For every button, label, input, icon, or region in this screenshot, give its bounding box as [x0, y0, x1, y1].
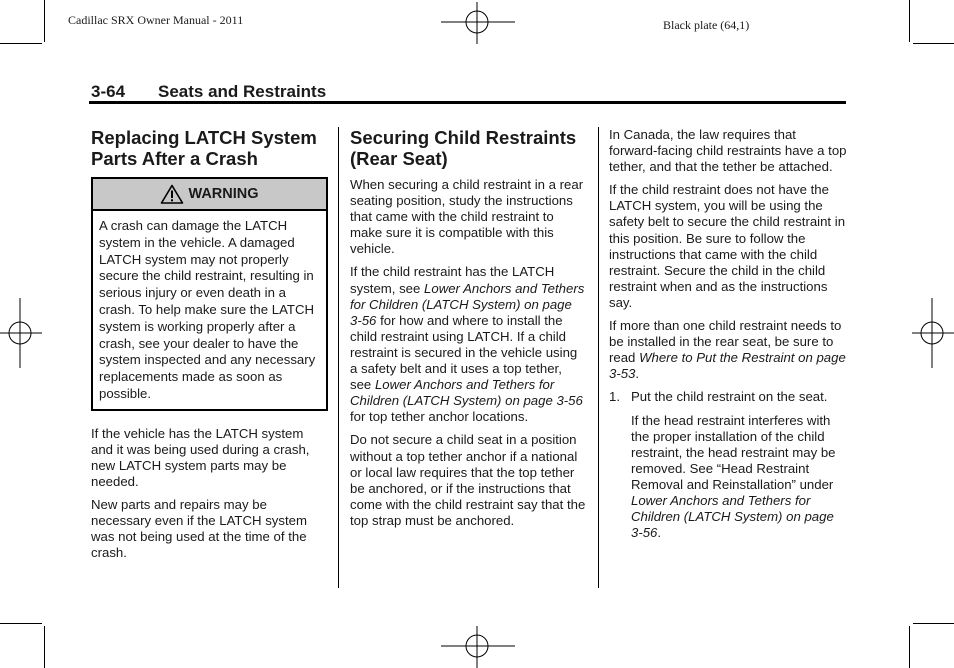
plate-label: Black plate (64,1) [663, 18, 750, 32]
cross-reference-link[interactable]: Lower Anchors and Tethers for Children (LATCH System) on page 3-56 [350, 377, 583, 409]
column-1 [91, 127, 328, 569]
registration-mark-icon [0, 298, 42, 368]
section-header [91, 82, 326, 102]
section-title: Seats and Restraints [158, 82, 327, 101]
column-divider [598, 127, 599, 588]
paragraph [609, 318, 847, 382]
paragraph: When securing a child restraint in a rear seating position, study the instructions that came with the child restraint to make sure it is compatible with this vehicle. [350, 177, 584, 257]
warning-label: WARNING [188, 185, 259, 202]
crop-mark [44, 0, 45, 42]
header-rule [89, 101, 846, 104]
text-run: If the child restraint has the LATCH system, see [350, 264, 555, 296]
crop-mark [913, 43, 954, 44]
step-note [609, 413, 847, 542]
crop-mark [0, 43, 42, 44]
step-item [609, 389, 847, 405]
registration-mark-icon [441, 624, 515, 668]
crop-mark [0, 623, 42, 624]
warning-box [91, 177, 328, 411]
paragraph: New parts and repairs may be necessary even if the LATCH system was not being used at the time of the crash. [91, 497, 307, 561]
registration-mark-icon [441, 0, 515, 46]
column-divider [338, 127, 339, 588]
cross-reference-link[interactable]: Lower Anchors and Tethers for Children (LATCH System) on page 3-56 [350, 280, 585, 328]
warning-header [93, 179, 326, 211]
crop-mark [913, 623, 954, 624]
warning-text: A crash can damage the LATCH system in the vehicle. A damaged LATCH system may not properly secure the child restraint, resulting in serious injury or even death in a crash. To help make sure the LATCH system is working properly after a crash, see your dealer to have the system inspected and any necessary replacements made as soon as possible. [99, 218, 316, 401]
cross-reference-link[interactable]: Lower Anchors and Tethers for Children (LATCH System) on page 3-56 [631, 492, 834, 541]
step-number: 1. [609, 389, 620, 405]
registration-mark-icon [912, 298, 954, 368]
page-number: 3-64 [91, 82, 126, 101]
crop-mark [44, 626, 45, 668]
paragraph: If the vehicle has the LATCH system and it was being used during a crash, new LATCH system parts may be needed. [91, 425, 310, 490]
paragraph: In Canada, the law requires that forward-facing child restraints have a top tether, and that the tether be attached. [609, 127, 847, 175]
text-run: . [657, 525, 662, 541]
paragraph: If the child restraint does not have the LATCH system, you will be using the safety belt to secure the child restraint in this position. Be sure to follow the instructions that came with the child restraint. Secure the child in the child restraint when and as the instructions say. [609, 182, 846, 310]
paragraph: Do not secure a child seat in a position without a top tether anchor if a national or local law requires that the top tether be anchored, or if the instructions that come with the child restraint say that the top strap must be anchored. [350, 432, 586, 528]
cross-reference-link[interactable]: Where to Put the Restraint on page 3-53 [609, 350, 846, 382]
text-run: If more than one child restraint needs to be installed in the rear seat, be sure to read [609, 318, 842, 366]
paragraph [350, 264, 586, 425]
text-run: for how and where to install the child restraint using LATCH. If a child restraint is secured in the vehicle using a safety belt and it uses a top tether, see [350, 312, 578, 393]
crop-mark [909, 0, 910, 42]
step-text: Put the child restraint on the seat. [631, 389, 828, 405]
heading-securing-child-restraints: Securing Child Restraints (Rear Seat) [350, 127, 577, 169]
manual-title: Cadillac SRX Owner Manual - 2011 [68, 13, 244, 27]
warning-triangle-icon [160, 184, 184, 204]
text-run: for top tether anchor locations. [350, 409, 529, 425]
crop-mark [909, 626, 910, 668]
column-2 [350, 127, 586, 536]
column-3 [609, 127, 847, 548]
heading-replacing-latch: Replacing LATCH System Parts After a Crash [91, 127, 317, 169]
text-run: . [635, 366, 640, 382]
text-run: If the head restraint interferes with the proper installation of the child restraint, the head restraint may be removed. See “Head Restraint Removal and Reinstallation” under [631, 412, 836, 492]
